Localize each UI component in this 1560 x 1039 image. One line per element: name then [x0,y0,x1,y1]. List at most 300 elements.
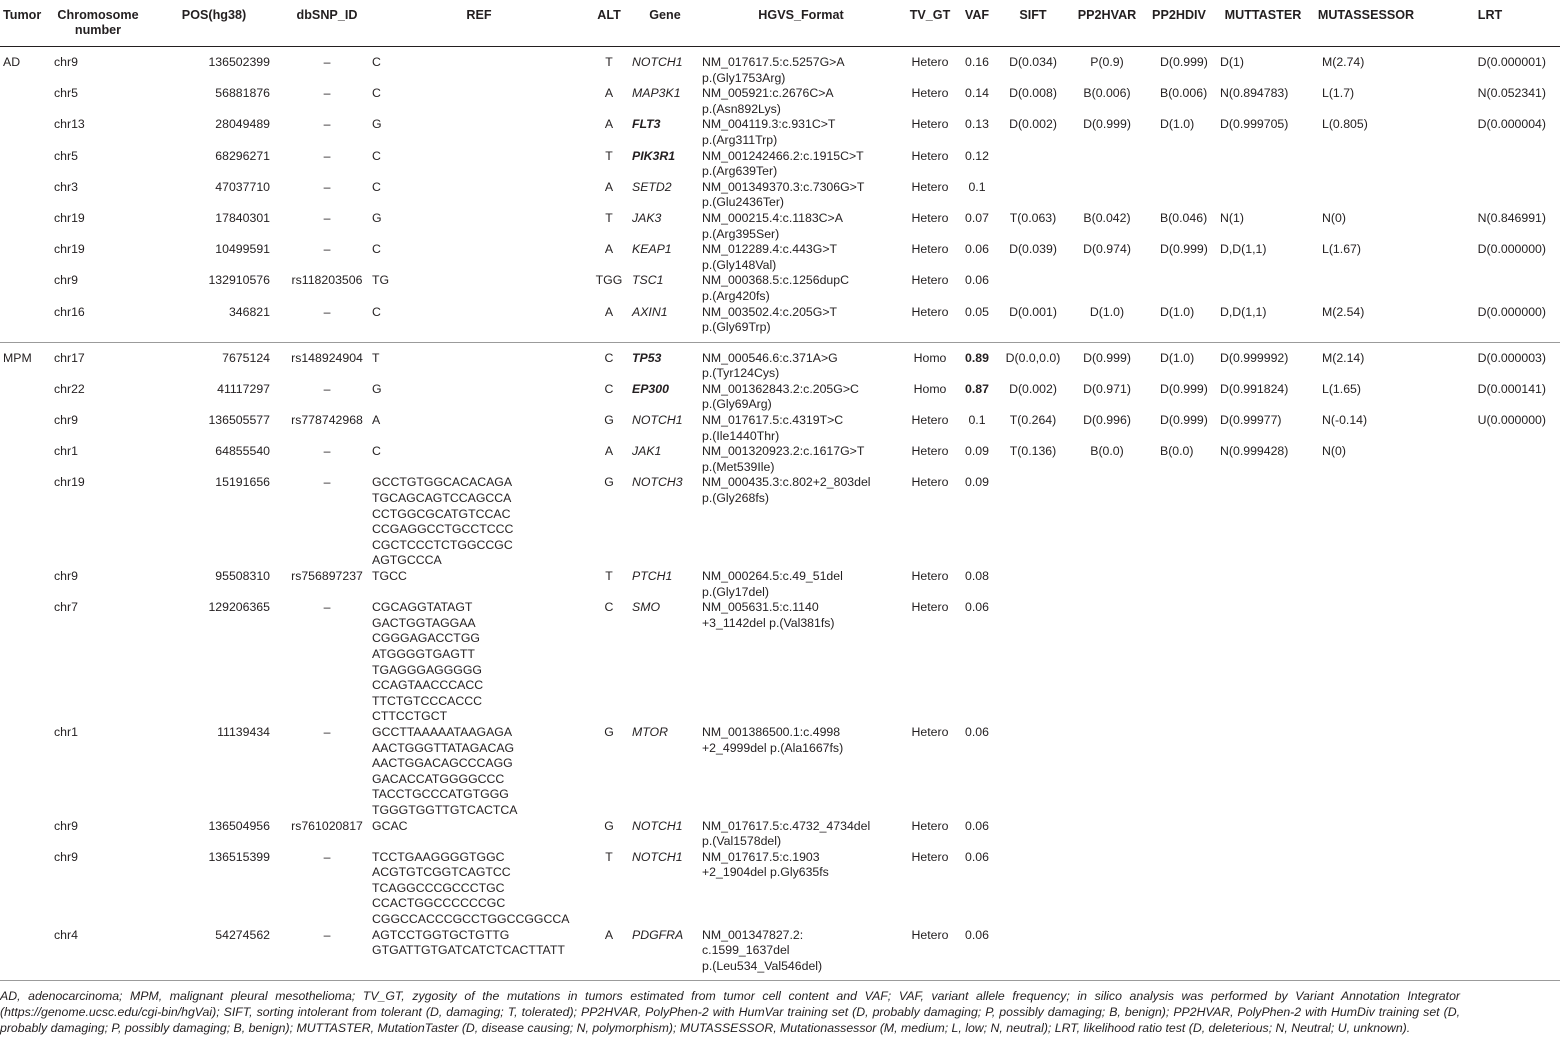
ref-cell: CGCAGGTATAGT GACTGGTAGGAA CGGGAGACCTGG ATGGGGTGAGTT TGAGGGAGGGGG CCAGTAACCCACC TTCTGTCCCACCC CTTCCTGCT [372,600,484,724]
chromosome-cell: chr19 [54,242,85,257]
tvgt-cell: Hetero [911,600,949,615]
ref-cell: C [372,86,381,101]
lrt-cell: D(0.000000) [1477,304,1546,319]
gene-cell: NOTCH1 [632,849,683,864]
dbsnp-cell: rs148924904 [291,350,363,365]
alt-cell: A [604,179,614,194]
pp2hdiv-cell [1144,273,1214,304]
mutassessor-cell [1312,850,1420,928]
header-row [0,0,1560,47]
dbsnp-cell: – [323,86,331,101]
ref-cell: GCCTTAAAAATAAGAGA AACTGGGTTATAGACAG AACTGGACAGCCCAGG GACACCATGGGGCCC TACCTGCCCATGTGGG TGGGTGGTTGTCACTCA [372,724,518,817]
ref-cell: GCCTGTGGCACACAGA TGCAGCAGTCCAGCCA CCTGGCGCATGTCCAC CCGAGGCCTGCCTCCC CGCTCCCTCTGGCCGC AGTGCCCA [372,475,514,568]
sift-cell: D(0.008) [1009,86,1057,101]
mutassessor-cell [1312,475,1420,569]
dbsnp-cell: – [323,444,331,459]
hgvs-cell: NM_000215.4:c.1183C>A p.(Arg395Ser) [702,210,843,241]
col-header: MUTASSESSOR [1317,8,1415,22]
pp2hdiv-cell: B(0.046) [1160,210,1208,225]
table-row [0,305,1560,343]
sift-cell: D(0.0,0.0) [1005,350,1061,365]
col-header: MUTTASTER [1224,8,1302,22]
ref-cell: G [372,210,382,225]
tvgt-cell: Hetero [911,86,949,101]
tvgt-cell: Hetero [911,818,949,833]
mutassessor-cell: M(2.54) [1322,304,1365,319]
mutassessor-cell [1312,273,1420,304]
tumor-cell [0,475,52,569]
tvgt-cell: Hetero [911,210,949,225]
dbsnp-cell: – [323,381,331,396]
pp2hdiv-cell: D(0.999) [1160,242,1208,257]
muttaster-cell [1214,569,1312,600]
vaf-cell: 0.07 [965,210,989,225]
dbsnp-cell: rs118203506 [291,273,363,288]
sift-cell: D(0.002) [1009,117,1057,132]
muttaster-cell [1214,850,1312,928]
muttaster-cell [1214,149,1312,180]
hgvs-cell: NM_017617.5:c.5257G>A p.(Gly1753Arg) [702,55,845,85]
vaf-cell: 0.09 [965,475,989,490]
hgvs-cell: NM_017617.5:c.4319T>C p.(Ile1440Thr) [702,413,844,443]
hgvs-cell: NM_004119.3:c.931C>T p.(Arg311Trp) [702,117,836,147]
pp2hdiv-cell [1144,819,1214,850]
chromosome-cell: chr16 [54,304,85,319]
alt-cell: A [604,304,614,319]
tvgt-cell: Homo [913,381,947,396]
pp2hvar-cell: D(0.974) [1083,242,1131,257]
pp2hdiv-cell: D(1.0) [1160,117,1195,132]
alt-cell: T [605,210,613,225]
gene-cell: TP53 [632,350,662,365]
hgvs-cell: NM_001242466.2:c.1915C>T p.(Arg639Ter) [702,148,864,179]
sift-cell [996,725,1070,819]
chromosome-cell: chr17 [54,350,85,365]
ref-cell: T [372,350,380,365]
chromosome-cell: chr9 [54,55,78,69]
pp2hdiv-cell: B(0.006) [1160,86,1208,101]
dbsnp-cell: – [323,55,331,69]
sift-cell: T(0.136) [1009,444,1057,459]
lrt-cell [1420,569,1560,600]
lrt-cell: U(0.000000) [1477,413,1546,428]
lrt-cell [1420,850,1560,928]
tumor-cell [0,86,52,117]
hgvs-cell: NM_005921:c.2676C>A p.(Asn892Lys) [702,86,834,116]
pp2hdiv-cell [1144,475,1214,569]
gene-cell: MAP3K1 [632,86,681,101]
position-cell: 346821 [228,304,270,319]
tumor-cell [0,725,52,819]
tumor-cell [0,242,52,273]
mutassessor-cell: N(0) [1322,210,1346,225]
tvgt-cell: Hetero [911,304,949,319]
ref-cell: C [372,304,381,319]
table-row [0,928,1560,981]
pp2hdiv-cell [1144,600,1214,725]
vaf-cell: 0.09 [965,444,989,459]
muttaster-cell: D(1) [1220,55,1244,69]
hgvs-cell: NM_017617.5:c.1903 +2_1904del p.Gly635fs [702,849,829,880]
sift-cell [996,569,1070,600]
tvgt-cell: Hetero [911,55,949,69]
vaf-cell: 0.06 [965,242,989,257]
lrt-cell [1420,149,1560,180]
vaf-cell: 0.13 [965,117,989,132]
tvgt-cell: Hetero [911,475,949,490]
position-cell: 28049489 [215,117,270,132]
mutassessor-cell: N(0) [1322,444,1346,459]
table-row [0,850,1560,928]
dbsnp-cell: – [323,242,331,257]
table-body [0,47,1560,981]
alt-cell: TGG [595,273,623,288]
tumor-cell [0,382,52,413]
mutassessor-cell [1312,600,1420,725]
col-header: LRT [1477,8,1503,22]
hgvs-cell: NM_000546.6:c.371A>G p.(Tyr124Cys) [702,350,838,381]
vaf-cell: 0.08 [965,569,989,583]
mutassessor-cell [1312,569,1420,600]
muttaster-cell: N(1) [1220,210,1244,225]
gene-cell: JAK3 [632,210,662,225]
chromosome-cell: chr5 [54,86,78,101]
tumor-cell [0,819,52,850]
sift-cell [996,600,1070,725]
ref-cell: TG [372,273,390,288]
gene-cell: EP300 [632,381,669,396]
gene-cell: NOTCH1 [632,818,683,833]
lrt-cell: N(0.846991) [1477,210,1546,225]
sift-cell [996,819,1070,850]
lrt-cell: D(0.000004) [1477,117,1546,132]
dbsnp-cell: – [323,148,331,163]
chromosome-cell: chr1 [54,724,78,739]
table-row [0,342,1560,382]
lrt-cell [1420,475,1560,569]
table-row [0,382,1560,413]
sift-cell [996,928,1070,981]
chromosome-cell: chr5 [54,148,78,163]
col-header: TV_GT [909,8,951,22]
vaf-cell: 0.06 [965,818,989,833]
gene-cell: MTOR [632,724,668,739]
table-row [0,242,1560,273]
tvgt-cell: Hetero [911,273,949,288]
dbsnp-cell: – [323,724,331,739]
pp2hdiv-cell: D(0.999) [1160,381,1208,396]
muttaster-cell: D(0.999992) [1220,350,1289,365]
tumor-cell [0,180,52,211]
sift-cell: T(0.063) [1009,210,1057,225]
dbsnp-cell: – [323,210,331,225]
lrt-cell [1420,819,1560,850]
mutassessor-cell [1312,725,1420,819]
muttaster-cell [1214,928,1312,981]
sift-cell: D(0.002) [1009,381,1057,396]
table-row [0,149,1560,180]
gene-cell: NOTCH3 [632,475,683,490]
table-row [0,86,1560,117]
position-cell: 41117297 [217,381,270,396]
position-cell: 136515399 [208,849,270,864]
gene-cell: TSC1 [632,273,664,288]
sift-cell [996,149,1070,180]
dbsnp-cell: – [323,304,331,319]
lrt-cell [1420,600,1560,725]
ref-cell: C [372,444,381,459]
chromosome-cell: chr9 [54,569,78,583]
dbsnp-cell: rs756897237 [291,569,363,583]
mutassessor-cell [1312,928,1420,981]
tvgt-cell: Hetero [911,117,949,132]
chromosome-cell: chr9 [54,818,78,833]
table-row [0,600,1560,725]
dbsnp-cell: – [323,600,331,615]
sift-cell: D(0.034) [1009,55,1057,69]
gene-cell: PDGFRA [632,927,684,942]
gene-cell: JAK1 [632,444,662,459]
gene-cell: PTCH1 [632,569,673,583]
sift-cell: T(0.264) [1009,413,1057,428]
ref-cell: A [372,413,381,428]
table-row [0,413,1560,444]
pp2hvar-cell: B(0.006) [1083,86,1131,101]
table-row [0,117,1560,148]
dbsnp-cell: – [323,117,331,132]
table-row [0,444,1560,475]
vaf-cell: 0.14 [965,86,989,101]
dbsnp-cell: rs761020817 [291,818,363,833]
hgvs-cell: NM_001362843.2:c.205G>C p.(Gly69Arg) [702,381,859,412]
pp2hdiv-cell: D(1.0) [1160,350,1195,365]
muttaster-cell [1214,273,1312,304]
chromosome-cell: chr1 [54,444,78,459]
position-cell: 136502399 [208,55,270,69]
sift-cell [996,273,1070,304]
tvgt-cell: Hetero [911,148,949,163]
tumor-cell [0,273,52,304]
ref-cell: C [372,179,381,194]
alt-cell: C [604,381,614,396]
dbsnp-cell: – [323,179,331,194]
vaf-cell: 0.06 [965,600,989,615]
pp2hdiv-cell: B(0.0) [1160,444,1194,459]
tvgt-cell: Hetero [911,724,949,739]
tvgt-cell: Hetero [911,927,949,942]
vaf-cell: 0.06 [965,927,989,942]
lrt-cell [1420,928,1560,981]
vaf-cell: 0.16 [965,55,989,69]
tvgt-cell: Hetero [911,179,949,194]
hgvs-cell: NM_001386500.1:c.4998 +2_4999del p.(Ala1667fs) [702,724,844,755]
mutassessor-cell: L(1.67) [1322,242,1361,257]
col-header: PP2HDIV [1152,8,1206,22]
dbsnp-cell: – [323,475,331,490]
ref-cell: G [372,117,382,132]
table-row [0,569,1560,600]
muttaster-cell: N(0.999428) [1220,444,1289,459]
position-cell: 47037710 [215,179,270,194]
tumor-cell [0,600,52,725]
pp2hdiv-cell [1144,149,1214,180]
pp2hvar-cell [1070,725,1144,819]
table-row [0,725,1560,819]
muttaster-cell: D(0.991824) [1220,381,1289,396]
pp2hvar-cell [1070,149,1144,180]
ref-cell: C [372,148,381,163]
position-cell: 68296271 [215,148,270,163]
lrt-cell [1420,273,1560,304]
alt-cell: T [605,569,613,583]
pp2hdiv-cell: D(0.999) [1160,413,1208,428]
pp2hdiv-cell [1144,928,1214,981]
hgvs-cell: NM_001320923.2:c.1617G>T p.(Met539Ile) [702,444,865,474]
dbsnp-cell: – [323,849,331,864]
tvgt-cell: Hetero [911,413,949,428]
lrt-cell [1420,725,1560,819]
hgvs-cell: NM_000368.5:c.1256dupC p.(Arg420fs) [702,273,849,303]
muttaster-cell: D(0.99977) [1220,413,1282,428]
muttaster-cell [1214,600,1312,725]
gene-cell: AXIN1 [632,304,668,319]
ref-cell: TCCTGAAGGGGTGGC ACGTGTCGGTCAGTCC TCAGGCCCGCCCTGC CCACTGGCCCCCCGC CGGCCACCCGCCTGGCCGGCCA [372,849,570,927]
lrt-cell: D(0.000000) [1477,242,1546,257]
alt-cell: G [604,818,614,833]
lrt-cell: D(0.000003) [1477,350,1546,365]
tumor-cell [0,413,52,444]
sift-cell [996,850,1070,928]
col-header: Chromosome number [57,8,139,37]
sift-cell [996,180,1070,211]
pp2hvar-cell: B(0.0) [1090,444,1124,459]
position-cell: 56881876 [215,86,270,101]
alt-cell: A [604,117,614,132]
mutassessor-cell: M(2.74) [1322,55,1365,69]
mutassessor-cell [1312,819,1420,850]
table-row [0,819,1560,850]
alt-cell: A [604,242,614,257]
gene-cell: PIK3R1 [632,148,676,163]
pp2hdiv-cell [1144,569,1214,600]
pp2hvar-cell [1070,569,1144,600]
tvgt-cell: Homo [913,350,947,365]
gene-cell: NOTCH1 [632,413,683,428]
pp2hvar-cell [1070,475,1144,569]
alt-cell: G [604,475,614,490]
hgvs-cell: NM_017617.5:c.4732_4734del p.(Val1578del) [702,818,871,849]
position-cell: 136504956 [208,818,270,833]
mutassessor-cell: M(2.14) [1322,350,1365,365]
position-cell: 136505577 [208,413,270,428]
pp2hvar-cell: D(1.0) [1089,304,1125,319]
tumor-cell [0,305,52,343]
tumor-cell [0,149,52,180]
pp2hdiv-cell: D(1.0) [1160,304,1195,319]
pp2hvar-cell: D(0.996) [1083,413,1131,428]
chromosome-cell: chr13 [54,117,85,132]
chromosome-cell: chr19 [54,210,85,225]
col-header: VAF [964,8,990,22]
tumor-cell [0,850,52,928]
pp2hvar-cell [1070,180,1144,211]
muttaster-cell: D(0.999705) [1220,117,1289,132]
tumor-cell [0,928,52,981]
col-header: Tumor [3,8,42,22]
hgvs-cell: NM_012289.4:c.443G>T p.(Gly148Val) [702,242,838,272]
pp2hvar-cell: D(0.999) [1083,117,1131,132]
position-cell: 64855540 [215,444,270,459]
hgvs-cell: NM_000264.5:c.49_51del p.(Gly17del) [702,569,843,599]
ref-cell: C [372,55,381,69]
position-cell: 132910576 [208,273,270,288]
sift-cell [996,475,1070,569]
chromosome-cell: chr9 [54,849,78,864]
position-cell: 95508310 [215,569,270,583]
tvgt-cell: Hetero [911,444,949,459]
table-row [0,475,1560,569]
col-header: dbSNP_ID [296,8,358,22]
hgvs-cell: NM_005631.5:c.1140 +3_1142del p.(Val381fs) [702,600,835,630]
vaf-cell: 0.89 [965,350,989,365]
lrt-cell: D(0.000141) [1477,381,1546,396]
muttaster-cell: D,D(1,1) [1220,304,1267,319]
table-row [0,211,1560,242]
sift-cell: D(0.001) [1009,304,1057,319]
vaf-cell: 0.06 [965,849,989,864]
muttaster-cell [1214,819,1312,850]
vaf-cell: 0.06 [965,724,989,739]
dbsnp-cell: – [323,927,331,942]
alt-cell: C [604,350,614,365]
chromosome-cell: chr22 [54,381,85,396]
tumor-cell: MPM [3,350,32,365]
alt-cell: C [604,600,614,615]
pp2hdiv-cell [1144,725,1214,819]
mutassessor-cell [1312,180,1420,211]
hgvs-cell: NM_001347827.2: c.1599_1637del p.(Leu534_Val546del) [702,927,823,973]
chromosome-cell: chr9 [54,273,78,288]
table-footnote: AD, adenocarcinoma; MPM, malignant pleural mesothelioma; TV_GT, zygosity of the mutations in tumors estimated from tumor cell content and VAF; VAF, variant allele frequency; in silico analysis was performed by Variant Annotation Integrator (https://genome.ucsc.edu/cgi-bin/hgVai); SIFT, sorting intolerant from tolerant (D, damaging; T, tolerated); PP2HVAR, PolyPhen-2 with HumVar training set (D, probably damaging; P, possibly damaging; B, benign); PP2HVAR, PolyPhen-2 with HumDiv training set (D, probably damaging; P, possibly damaging; B, benign); MUTTASTER, MutationTaster (D, disease causing; N, polymorphism); MUTASSESSOR, Mutationassessor (M, medium; L, low; N, neutral); LRT, likelihood ratio test (D, deleterious; N, Neutral; U, unknown). [0,989,1460,1035]
position-cell: 54274562 [215,927,270,942]
dbsnp-cell: rs778742968 [291,413,363,428]
tvgt-cell: Hetero [911,569,949,583]
vaf-cell: 0.06 [965,273,989,288]
ref-cell: TGCC [372,569,407,583]
vaf-cell: 0.1 [968,179,986,194]
hgvs-cell: NM_003502.4:c.205G>T p.(Gly69Trp) [702,304,838,335]
tvgt-cell: Hetero [911,242,949,257]
gene-cell: SETD2 [632,179,672,194]
alt-cell: A [604,86,614,101]
tumor-cell [0,444,52,475]
tumor-cell [0,569,52,600]
alt-cell: G [604,413,614,428]
hgvs-cell: NM_001349370.3:c.7306G>T p.(Glu2436Ter) [702,179,865,210]
col-header: REF [466,8,492,22]
ref-cell: AGTCCTGGTGCTGTTG GTGATTGTGATCATCTCACTTATT [372,927,565,958]
muttaster-cell [1214,475,1312,569]
pp2hvar-cell [1070,850,1144,928]
pp2hvar-cell [1070,600,1144,725]
lrt-cell: D(0.000001) [1477,55,1546,69]
pp2hvar-cell [1070,928,1144,981]
gene-cell: NOTCH1 [632,55,683,69]
table-row [0,180,1560,211]
position-cell: 17840301 [215,210,270,225]
ref-cell: GCAC [372,818,408,833]
pp2hdiv-cell [1144,180,1214,211]
